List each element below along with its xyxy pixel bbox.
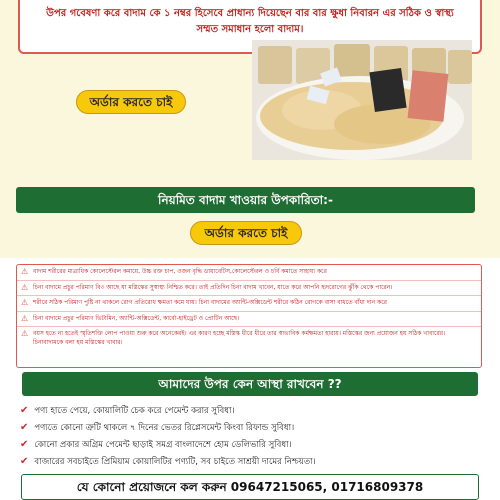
trust-text: বাজারের সবচাইতে প্রিমিয়াম কোয়ালিটির পণ্যটি, সব চাইতে সাশ্রয়ী দামের নিশ্চয়তা। <box>34 456 316 467</box>
benefit-text: শরীরে সঠিক পরিমাণ পুষ্টি না থাকলে রোগ প্রতিরোধ ক্ষমতা কমে যায়। চিনা বাদামের অ্যান্টি-অক্সিডেন্ট শরীরে কঠিন রোগকে বাসা বাধতে বাঁধা দান করে <box>33 299 387 306</box>
list-item <box>17 327 481 350</box>
double-check-icon: ✔ <box>20 456 29 467</box>
trust-heading: আমাদের উপর কেন আস্থা রাখবেন ?? <box>22 372 478 396</box>
notice-line-2: সম্মত সমাধান হলো বাদাম। <box>196 24 304 35</box>
list-item <box>20 419 480 436</box>
list-item <box>20 436 480 453</box>
benefit-text: চিনা বাদামে প্রচুর পরিমাণ ভিটামিন, অ্যান্টি-অক্সিডেন্ট, কার্বো-হাইড্রেট ও প্রোটিন আছে। <box>33 314 240 322</box>
list-item <box>17 296 481 312</box>
warning-triangle-icon: ⚠ <box>21 313 29 323</box>
list-item <box>17 312 481 328</box>
list-item <box>17 265 481 281</box>
warning-triangle-icon: ⚠ <box>21 329 29 338</box>
list-item <box>20 453 480 470</box>
double-check-icon: ✔ <box>20 439 29 450</box>
double-check-icon: ✔ <box>20 405 29 416</box>
trust-list <box>20 402 480 470</box>
warning-triangle-icon: ⚠ <box>21 267 29 276</box>
list-item <box>17 281 481 297</box>
double-check-icon: ✔ <box>20 422 29 433</box>
benefit-text: চিনা বাদামে প্রচুর পরিমাণ বি৩ আছে যা মস্তিস্কের সুস্বাস্থ্য নিশ্চিত করে। তাই প্রতিদিন চিনা বাদাম খাবেন, যাতে করে আপনি হৃদরোগের ঝুঁকি থেকে পারেন। <box>33 283 393 291</box>
trust-text: পণ্যতে কোনো ত্রুটি থাকলে ৭ দিনের ভেতর রিপ্লেসমেন্ট কিংবা রিফান্ড সুবিধা। <box>34 422 295 433</box>
list-item <box>20 402 480 419</box>
benefits-heading: নিয়মিত বাদাম খাওয়ার উপকারিতা:- <box>16 187 475 213</box>
trust-text: পণ্য হাতে পেয়ে, কোয়ালিটি চেক করে পেমেন্ট করার সুবিধা। <box>34 405 235 416</box>
benefits-list <box>16 264 482 368</box>
order-button-top[interactable]: অর্ডার করতে চাই <box>76 90 186 114</box>
trust-text: কোনো প্রকার অগ্রিম পেমেন্ট ছাড়াই সমগ্র বাংলাদেশে হোম ডেলিভারি সুবিধা। <box>34 439 292 450</box>
product-image <box>252 40 472 160</box>
warning-triangle-icon: ⚠ <box>21 282 29 292</box>
benefit-text: বাদাম শরীরের মাত্রাধিক কোলেস্টেরল কমায়ে, উচ্চ রক্ত চাপ, ওজন বৃদ্ধি ডায়াবেটিস,কোলেস্টেরল ও চর্বি কমাতে সাহায্য করে <box>33 268 327 275</box>
notice-line-1: উপর গবেষণা করে বাদাম কে ১ নম্বর হিসেবে প্রাধান্য দিয়েছেন বার বার ক্ষুধা নিবারন এর সঠিক ও স্বাস্থ্য <box>46 8 454 19</box>
benefit-text: বয়স হতে না হতেই স্মৃতিশক্তি লোপ পাওয়া শুরু করে অনেকেরই। এর কারণ হচ্ছে মস্তিস্ক ধীরে ধীরে তার স্বাভাবিক কর্মক্ষমতা হারায়। মস্তিস্কের জন্য প্রয়োজন হয় সঠিক খাবারের। চিনাবাদামকে বলা হয় মস্তিস্কের খাবার। <box>33 330 446 346</box>
contact-phone-box[interactable]: যে কোনো প্রয়োজনে কল করুন 09647215065, 01716809378 <box>21 474 479 500</box>
warning-triangle-icon: ⚠ <box>21 298 29 307</box>
order-button-bottom[interactable]: অর্ডার করতে চাই <box>190 221 302 245</box>
